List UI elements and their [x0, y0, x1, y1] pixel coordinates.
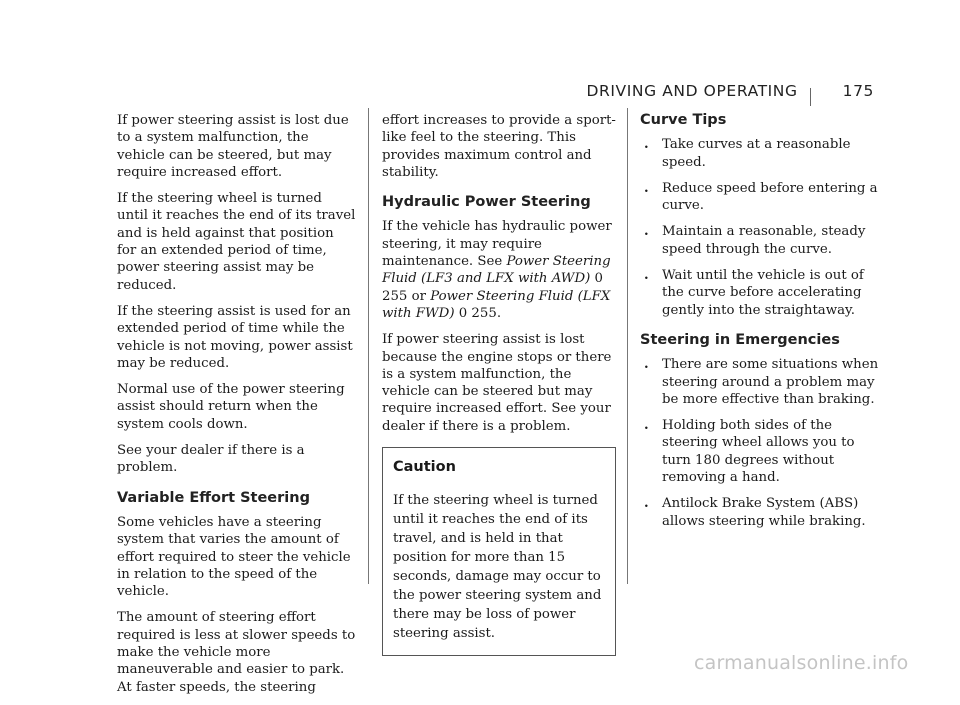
- column-divider-1: [368, 108, 369, 584]
- paragraph: The amount of steering effort required is less at slower speeds to make the vehicle more maneuverable and easier to park. At faster speeds, the steering: [117, 610, 356, 695]
- section-heading-curve-tips: Curve Tips: [640, 112, 727, 128]
- list-item: [640, 356, 880, 408]
- cross-reference-link[interactable]: Power Steering Fluid (LF3 and LFX with AWD): [382, 254, 611, 287]
- list-item: [640, 267, 880, 319]
- page-header: [586, 82, 874, 100]
- paragraph: effort increases to provide a sport-like feel to the steering. This provides maximum control and stability.: [382, 113, 616, 180]
- paragraph: Normal use of the power steering assist should return when the system cools down.: [117, 382, 345, 432]
- list-item: [640, 495, 880, 530]
- bullet: .: [644, 357, 649, 373]
- paragraph: If power steering assist is lost because the engine stops or there is a system malfunction, the vehicle can be steered but may require increased effort. See your dealer if there is a problem.: [382, 332, 612, 434]
- list-item: [640, 136, 880, 171]
- list-item-text: There are some situations when steering around a problem may be more effective than braking.: [662, 357, 879, 407]
- text: .: [496, 305, 502, 321]
- list-item-text: Maintain a reasonable, steady speed through the curve.: [662, 224, 866, 257]
- watermark: carmanualsonline.info: [694, 652, 909, 674]
- bullet: .: [644, 268, 649, 284]
- column-1: [117, 112, 357, 705]
- list-item-text: Antilock Brake System (ABS) allows steering while braking.: [662, 496, 866, 529]
- curve-tips-list: [640, 136, 880, 319]
- caution-title: Caution: [393, 459, 456, 476]
- list-item-text: Reduce speed before entering a curve.: [662, 180, 878, 214]
- list-item: [640, 223, 880, 258]
- list-item-text: Holding both sides of the steering wheel allows you to turn 180 degrees without removing a hand.: [662, 418, 855, 486]
- text: If the vehicle has hydraulic power steering, it may require maintenance. See: [382, 219, 612, 270]
- column-2: [382, 112, 616, 656]
- section-heading-variable-effort: Variable Effort Steering: [117, 489, 310, 506]
- cross-reference-link[interactable]: Power Steering Fluid (LFX with FWD): [382, 288, 611, 321]
- header-divider: [810, 88, 811, 106]
- list-item: [640, 417, 880, 486]
- column-3: [640, 112, 880, 539]
- emergencies-list: [640, 356, 880, 530]
- section-heading-hydraulic: Hydraulic Power Steering: [382, 194, 591, 211]
- paragraph: See your dealer if there is a problem.: [117, 443, 305, 476]
- paragraph: If the steering wheel is turned until it reaches the end of its travel and is held against that position for an extended period of time, power steering assist may be reduced.: [117, 191, 356, 293]
- list-item-text: Take curves at a reasonable speed.: [662, 137, 851, 170]
- paragraph: If the steering assist is used for an extended period of time while the vehicle is not moving, power assist may be reduced.: [117, 303, 353, 371]
- list-item: [640, 180, 880, 215]
- bullet: .: [644, 224, 649, 240]
- paragraph-with-references: [382, 218, 616, 322]
- column-divider-2: [627, 108, 628, 584]
- paragraph: Some vehicles have a steering system that varies the amount of effort required to steer the vehicle in relation to the speed of the vehicle.: [117, 514, 351, 600]
- caution-text: If the steering wheel is turned until it reaches the end of its travel, and is held in that position for more than 15 seconds, damage may occur to the power steering system and there may be loss of power steering assist.: [393, 493, 602, 642]
- page-number: 175: [842, 82, 874, 100]
- bullet: .: [644, 496, 649, 512]
- list-item-text: Wait until the vehicle is out of the curve before accelerating gently into the straightaway.: [662, 268, 864, 318]
- paragraph: If power steering assist is lost due to a system malfunction, the vehicle can be steered, but may require increased effort.: [117, 113, 349, 180]
- page-reference[interactable]: 0 255: [382, 271, 603, 304]
- bullet: .: [644, 180, 649, 196]
- section-heading-emergencies: Steering in Emergencies: [640, 331, 840, 348]
- bullet: .: [644, 137, 649, 153]
- page-reference[interactable]: 0 255: [458, 305, 497, 321]
- text: or: [407, 288, 431, 304]
- section-title: DRIVING AND OPERATING: [586, 82, 798, 100]
- bullet: .: [644, 418, 649, 434]
- caution-box: [382, 447, 616, 656]
